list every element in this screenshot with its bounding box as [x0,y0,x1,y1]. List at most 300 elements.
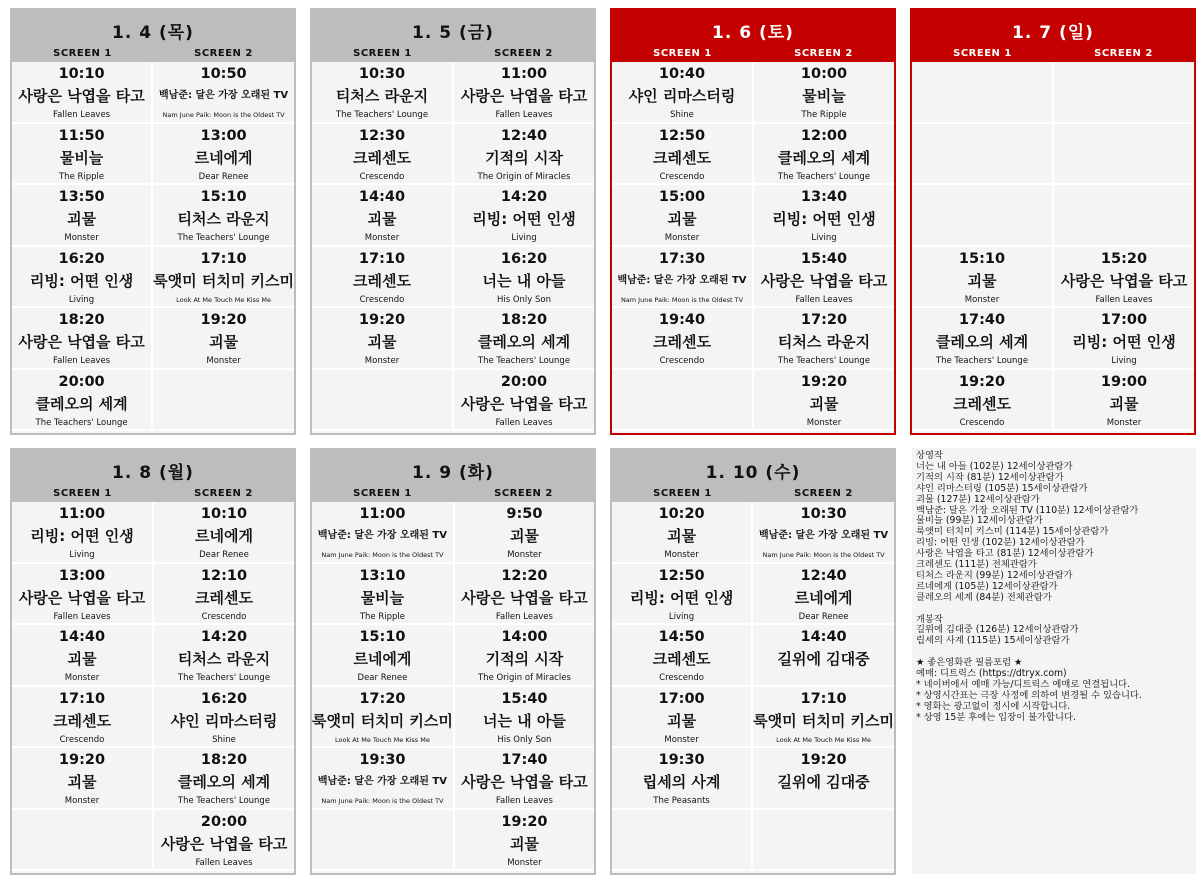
showtime-slot[interactable] [612,185,752,247]
info-line: 길위에 김대중 (126분) 12세이상관람가 [916,624,1079,636]
showtime-slot[interactable] [912,247,1052,309]
movie-title-ko: 괴물 [209,333,239,351]
showtime-time: 17:20 [359,690,406,707]
showtime-time: 17:40 [958,312,1006,328]
movie-title-ko: 괴물 [667,527,697,545]
movie-title-ko: 리빙: 어떤 인생 [30,527,134,545]
showtime-time: 17:00 [1100,312,1148,328]
showtime-slot[interactable] [12,185,151,247]
showtime-slot[interactable] [12,62,151,124]
showtime-slot[interactable] [12,502,152,564]
showtime-grid [12,62,294,431]
showtime-slot[interactable] [12,308,151,370]
movie-title-en: Monster [1106,417,1142,428]
showtime-slot[interactable] [455,625,594,687]
showtime-slot[interactable] [1054,247,1194,309]
movie-title-en: Monster [64,673,100,683]
movie-title-ko: 물비늘 [360,588,405,607]
showtime-slot[interactable] [612,748,751,810]
empty-slot [312,810,453,872]
showtime-time: 12:00 [800,127,848,144]
showtime-grid [312,62,594,431]
day-date: 1. 8 (월) [112,463,194,483]
movie-title-en: Dear Renee [199,550,249,560]
showtime-time: 13:50 [58,189,105,205]
screen-1-column [612,62,752,431]
movie-title-en: Monster [664,550,699,560]
movie-title-ko: 리빙: 어떤 인생 [29,271,134,290]
showtime-time: 19:20 [800,752,847,768]
showtime-time: 17:10 [800,690,847,707]
showtime-slot[interactable] [754,124,894,186]
movie-title-ko: 리빙: 어떤 인생 [1072,333,1176,351]
movie-title-ko: 너는 내 아들 [482,271,566,290]
movie-title-en: Nam June Paik: Moon is the Oldest TV [162,111,285,119]
showtime-time: 14:50 [658,629,705,645]
showtime-slot[interactable] [312,308,452,370]
showtime-time: 19:20 [58,752,106,768]
showtime-time: 17:40 [501,752,548,768]
showtime-slot[interactable] [154,564,294,626]
showtime-slot[interactable] [12,687,152,749]
empty-slot [612,810,751,872]
movie-title-ko: 백남준: 달은 가장 오래된 TV [759,530,889,541]
screen-1-column [612,502,751,871]
movie-title-en: The Teachers' Lounge [477,356,571,366]
showtime-time: 13:10 [359,567,406,584]
screen-1-column [912,62,1052,431]
movie-title-ko: 리빙: 어떤 인생 [472,210,576,228]
showtime-time: 17:30 [658,250,706,267]
showtime-time: 20:00 [200,813,248,830]
screen-1-column [312,62,452,431]
showtime-slot[interactable] [612,308,752,370]
movie-title-en: The Teachers' Lounge [35,417,128,428]
day-header [12,450,294,502]
movie-title-en: The Teachers' Lounge [777,356,871,366]
screen-2-label: SCREEN 2 [194,48,253,59]
empty-slot [153,370,294,432]
showtime-slot[interactable] [754,247,894,309]
showtime-time: 17:10 [358,250,406,267]
screen-1-label: SCREEN 1 [53,48,112,59]
showtime-time: 15:20 [1100,250,1148,267]
movie-title-en: Nam June Paik: Moon is the Oldest TV [620,295,744,304]
screen-2-column [453,502,594,871]
showtime-slot[interactable] [753,502,894,564]
showtime-time: 14:40 [58,629,106,645]
screen-2-label: SCREEN 2 [1094,48,1153,59]
showtime-time: 16:20 [500,250,548,267]
movie-title-ko: 백남준: 달은 가장 오래된 TV [159,90,289,101]
day-panel [10,448,296,875]
info-line: 티처스 라운지 (99분) 12세이상관람가 [916,569,1073,581]
movie-title-en: Fallen Leaves [53,611,111,622]
showtime-slot[interactable] [612,62,752,124]
showtime-slot[interactable] [153,308,294,370]
movie-title-en: Crescendo [201,611,247,622]
screen-2-label: SCREEN 2 [494,48,553,59]
showtime-time: 11:00 [359,506,406,522]
showtime-slot[interactable] [312,185,452,247]
empty-slot [612,370,752,432]
showtime-time: 19:20 [800,373,848,390]
movie-title-ko: 크레센도 [53,711,111,730]
day-date: 1. 6 (토) [712,23,794,43]
day-date: 1. 5 (금) [412,23,494,43]
showtime-slot[interactable] [612,625,751,687]
showtime-slot[interactable] [454,185,594,247]
movie-title-en: Nam June Paik: Moon is the Oldest TV [762,551,885,559]
movie-title-ko: 괴물 [809,394,839,413]
day-panel [310,8,596,435]
movie-title-en: Monster [806,417,842,428]
showtime-slot[interactable] [312,625,453,687]
movie-title-en: Crescendo [359,294,405,305]
empty-slot [912,62,1052,124]
movie-title-en: Nam June Paik: Moon is the Oldest TV [321,551,444,559]
showtime-time: 10:50 [200,66,247,82]
showtime-slot[interactable] [12,247,151,309]
movie-title-en: Monster [664,233,700,243]
screen-2-label: SCREEN 2 [494,488,553,499]
movie-title-ko: 티처스 라운지 [177,650,271,668]
movie-title-en: Living [668,611,695,622]
showtime-grid [612,502,894,871]
showtime-slot[interactable] [454,62,594,124]
showtime-time: 10:30 [358,66,406,82]
showtime-time: 20:00 [500,373,548,390]
info-line: * 영화는 광고없이 정시에 시작합니다. [916,700,1071,712]
movie-title-en: Crescendo [659,171,705,182]
showtime-time: 15:10 [200,189,247,205]
showtime-slot[interactable] [153,247,294,309]
showtime-time: 14:20 [500,189,548,205]
screen-2-column [151,62,294,431]
showtime-slot[interactable] [312,687,453,749]
movie-title-en: Fallen Leaves [1095,294,1153,305]
day-header [912,10,1194,62]
movie-title-ko: 크레센도 [353,271,411,290]
showtime-slot[interactable] [12,370,151,432]
showtime-slot[interactable] [154,687,294,749]
movie-title-en: Nam June Paik: Moon is the Oldest TV [321,797,444,805]
showtime-slot[interactable] [12,564,152,626]
screen-1-label: SCREEN 1 [353,48,412,59]
info-line: 르네에게 (105분) 12세이상관람가 [916,580,1058,592]
screen-1-label: SCREEN 1 [53,488,112,499]
movie-title-ko: 크레센도 [653,333,711,351]
showtime-time: 12:20 [501,567,548,584]
screen-2-column [452,62,594,431]
day-panel [910,8,1196,435]
movie-title-en: Fallen Leaves [495,796,553,806]
movie-title-ko: 르네에게 [195,527,253,545]
movie-title-ko: 사랑은 낙엽을 타고 [460,394,588,413]
showtime-slot[interactable] [455,502,594,564]
movie-title-ko: 괴물 [67,210,97,228]
movie-title-ko: 르네에게 [794,588,853,607]
info-line: 크레센도 (111분) 전체관람가 [916,559,1037,571]
showtime-slot[interactable] [912,308,1052,370]
showtime-time: 11:00 [500,66,548,82]
screen-1-column [312,502,453,871]
showtime-slot[interactable] [154,625,294,687]
showtime-slot[interactable] [754,308,894,370]
showtime-slot[interactable] [612,124,752,186]
movie-title-ko: 크레센도 [953,394,1011,413]
showtime-slot[interactable] [753,687,894,749]
showtime-slot[interactable] [12,124,151,186]
showtime-time: 20:00 [58,373,105,390]
showtime-time: 18:20 [200,752,248,768]
showtime-slot[interactable] [455,564,594,626]
showtime-slot[interactable] [12,625,152,687]
movie-title-en: The Peasants [653,796,710,806]
showtime-time: 10:10 [200,506,248,522]
showtime-time: 14:00 [501,629,548,645]
showtime-time: 12:40 [800,567,847,584]
movie-title-en: Crescendo [659,673,704,683]
movie-title-ko: 룩앳미 터치미 키스미 [753,711,894,730]
movie-title-ko: 백남준: 달은 가장 오래된 TV [317,530,447,541]
showtime-slot[interactable] [753,625,894,687]
movie-title-ko: 클레오의 세계 [35,394,128,413]
movie-title-ko: 룩앳미 터치미 키스미 [153,271,294,290]
showtime-slot[interactable] [312,564,453,626]
showtime-slot[interactable] [153,62,294,124]
movie-title-en: The Teachers' Lounge [935,356,1029,366]
showtime-slot[interactable] [612,247,752,309]
showtime-slot[interactable] [753,748,894,810]
movie-title-ko: 클레오의 세계 [177,773,271,791]
showtime-slot[interactable] [154,748,294,810]
showtime-slot[interactable] [312,247,452,309]
movie-title-ko: 사랑은 낙엽을 타고 [760,271,888,290]
showtime-slot[interactable] [454,308,594,370]
info-line: * 상영 15분 후에는 입장이 불가합니다. [916,711,1076,723]
showtime-time: 14:20 [200,629,248,645]
movie-title-en: The Origin of Miracles [477,673,571,683]
movie-title-en: Living [69,550,95,560]
movie-title-en: Look At Me Touch Me Kiss Me [176,295,271,304]
showtime-slot[interactable] [312,502,453,564]
day-date: 1. 10 (수) [705,463,801,483]
showtime-slot[interactable] [455,748,594,810]
info-line: 예매: 디트릭스 (https://dtryx.com) [916,668,1067,680]
showtime-slot[interactable] [154,502,294,564]
empty-slot [912,124,1052,186]
movie-title-ko: 괴물 [67,773,97,791]
empty-slot [1054,124,1194,186]
movie-title-en: Fallen Leaves [53,110,111,120]
showtime-slot[interactable] [312,748,453,810]
day-date: 1. 9 (화) [412,463,494,483]
movie-title-en: Look At Me Touch Me Kiss Me [776,735,871,744]
showtime-slot[interactable] [312,124,452,186]
movie-title-en: Monster [64,796,100,806]
day-panel [610,8,896,435]
showtime-time: 15:10 [359,629,406,645]
movie-title-ko: 리빙: 어떤 인생 [772,210,876,228]
info-line: 립세의 사계 (115분) 15세이상관람가 [916,635,1070,647]
day-header [612,10,894,62]
info-line: 괴물 (127분) 12세이상관람가 [916,493,1040,505]
showtime-slot[interactable] [612,687,751,749]
movie-title-en: Fallen Leaves [495,611,553,622]
movie-title-ko: 괴물 [367,210,397,228]
movie-title-ko: 괴물 [67,650,97,668]
spacer [916,604,1192,615]
movie-title-ko: 사랑은 낙엽을 타고 [18,87,145,105]
showtime-slot[interactable] [454,247,594,309]
movie-title-en: Dear Renee [198,171,249,182]
showtime-slot[interactable] [154,810,294,872]
showtime-slot[interactable] [912,370,1052,432]
movie-title-en: His Only Son [496,294,552,305]
movie-title-en [753,794,894,807]
showtime-time: 18:20 [500,312,548,328]
movie-title-ko: 괴물 [667,711,697,730]
showtime-time: 12:40 [500,127,548,144]
showtime-time: 19:20 [200,312,247,328]
showtime-time: 14:40 [800,629,847,645]
showtime-slot[interactable] [1054,308,1194,370]
showtime-time: 12:30 [358,127,406,144]
showtime-time: 17:10 [200,250,247,267]
info-line: 리빙: 어떤 인생 (102분) 12세이상관람가 [916,537,1085,549]
showtime-slot[interactable] [1054,370,1194,432]
showtime-time: 15:40 [800,250,848,267]
info-line: * 네이버에서 예매 가능/디트릭스 예매로 연결됩니다. [916,679,1131,690]
showtime-slot[interactable] [153,185,294,247]
showtime-time: 15:40 [501,690,548,707]
showtime-slot[interactable] [12,748,152,810]
showtime-time: 12:50 [658,567,705,584]
movie-title-en: The Teachers' Lounge [177,796,271,806]
showtime-slot[interactable] [153,124,294,186]
movie-title-ko: 너는 내 아들 [482,711,566,730]
screen-1-column [12,62,151,431]
info-line: 백남준: 달은 가장 오래된 TV (110분) 12세이상관람가 [916,504,1139,516]
info-line: 샤인 리마스터링 (105분) 15세이상관람가 [916,482,1088,494]
movie-title-ko: 크레센도 [353,148,411,167]
showtime-time: 9:50 [506,506,543,522]
showtime-time: 10:00 [800,66,848,82]
showtime-time: 19:20 [958,373,1006,390]
showtime-slot[interactable] [753,564,894,626]
showtime-slot[interactable] [612,502,751,564]
movie-title-en: Living [511,233,537,243]
showtime-slot[interactable] [454,370,594,432]
movie-title-ko: 기적의 시작 [485,650,564,668]
movie-title-ko: 사랑은 낙엽을 타고 [1060,271,1188,290]
screen-2-column [752,62,894,431]
day-panel [10,8,296,435]
movie-title-en: The Teachers' Lounge [335,110,429,120]
showtime-time: 13:00 [58,567,106,584]
showtime-slot[interactable] [455,687,594,749]
movie-title-en: Fallen Leaves [495,110,553,120]
screen-2-label: SCREEN 2 [794,488,853,499]
day-date: 1. 7 (일) [1012,23,1094,43]
movie-title-ko: 괴물 [967,271,997,290]
movie-title-en: Living [1111,356,1137,366]
showtime-time: 19:20 [358,312,406,328]
screening-info-panel [912,448,1196,874]
movie-title-en: Living [68,294,95,305]
movie-title-ko: 클레오의 세계 [477,333,571,351]
day-header [612,450,894,502]
movie-title-ko: 룩앳미 터치미 키스미 [312,711,453,730]
showtime-slot[interactable] [754,185,894,247]
showtime-time: 15:00 [658,189,706,205]
movie-title-en: Look At Me Touch Me Kiss Me [335,735,430,744]
showtime-time: 10:20 [658,506,705,522]
movie-title-ko: 샤인 리마스터링 [628,87,736,105]
showtime-time: 15:10 [958,250,1006,267]
movie-title-ko: 클레오의 세계 [935,333,1029,351]
movie-title-ko: 사랑은 낙엽을 타고 [18,588,146,607]
movie-title-ko: 크레센도 [195,588,253,607]
showtime-slot[interactable] [754,62,894,124]
screen-1-label: SCREEN 1 [353,488,412,499]
showtime-slot[interactable] [754,370,894,432]
movie-title-ko: 크레센도 [653,148,711,167]
showtime-slot[interactable] [312,62,452,124]
movie-title-ko: 사랑은 낙엽을 타고 [461,773,588,791]
screen-2-column [1052,62,1194,431]
movie-title-en: Monster [364,356,400,366]
movie-title-en: Fallen Leaves [53,356,111,366]
info-line: 기적의 시작 (81분) 12세이상관람가 [916,471,1064,483]
empty-slot [312,370,452,432]
showtime-time: 11:00 [58,506,106,522]
day-date: 1. 4 (목) [112,23,194,43]
movie-title-ko: 티처스 라운지 [335,87,429,105]
movie-title-en: The Ripple [58,171,105,182]
movie-title-en: Crescendo [59,734,105,745]
showtime-slot[interactable] [612,564,751,626]
info-line: 너는 내 아들 (102분) 12세이상관람가 [916,460,1073,472]
movie-title-en: Monster [507,857,542,868]
movie-title-en: The Teachers' Lounge [177,673,271,683]
info-line: 상영작 [916,450,943,461]
showtime-time: 12:10 [200,567,248,584]
movie-title-ko: 백남준: 달은 가장 오래된 TV [617,274,747,286]
movie-title-en: Dear Renee [357,673,408,683]
movie-title-ko: 백남준: 달은 가장 오래된 TV [317,776,447,787]
showtime-time: 10:10 [58,66,105,82]
screen-1-label: SCREEN 1 [953,48,1012,59]
movie-title-ko: 길위에 김대중 [777,773,870,791]
showtime-slot[interactable] [454,124,594,186]
day-header [312,450,594,502]
day-panel [310,448,596,875]
showtime-time: 17:20 [800,312,848,328]
movie-title-en: The Teachers' Lounge [177,233,270,243]
showtime-slot[interactable] [455,810,594,872]
screen-1-column [12,502,152,871]
empty-slot [12,810,152,872]
movie-title-en: Dear Renee [798,611,849,622]
movie-title-en: The Ripple [801,110,847,120]
movie-title-en: Fallen Leaves [195,857,253,868]
showtime-time: 13:00 [200,127,247,144]
screen-2-column [751,502,894,871]
day-header [12,10,294,62]
info-line: 개봉작 [916,613,943,625]
